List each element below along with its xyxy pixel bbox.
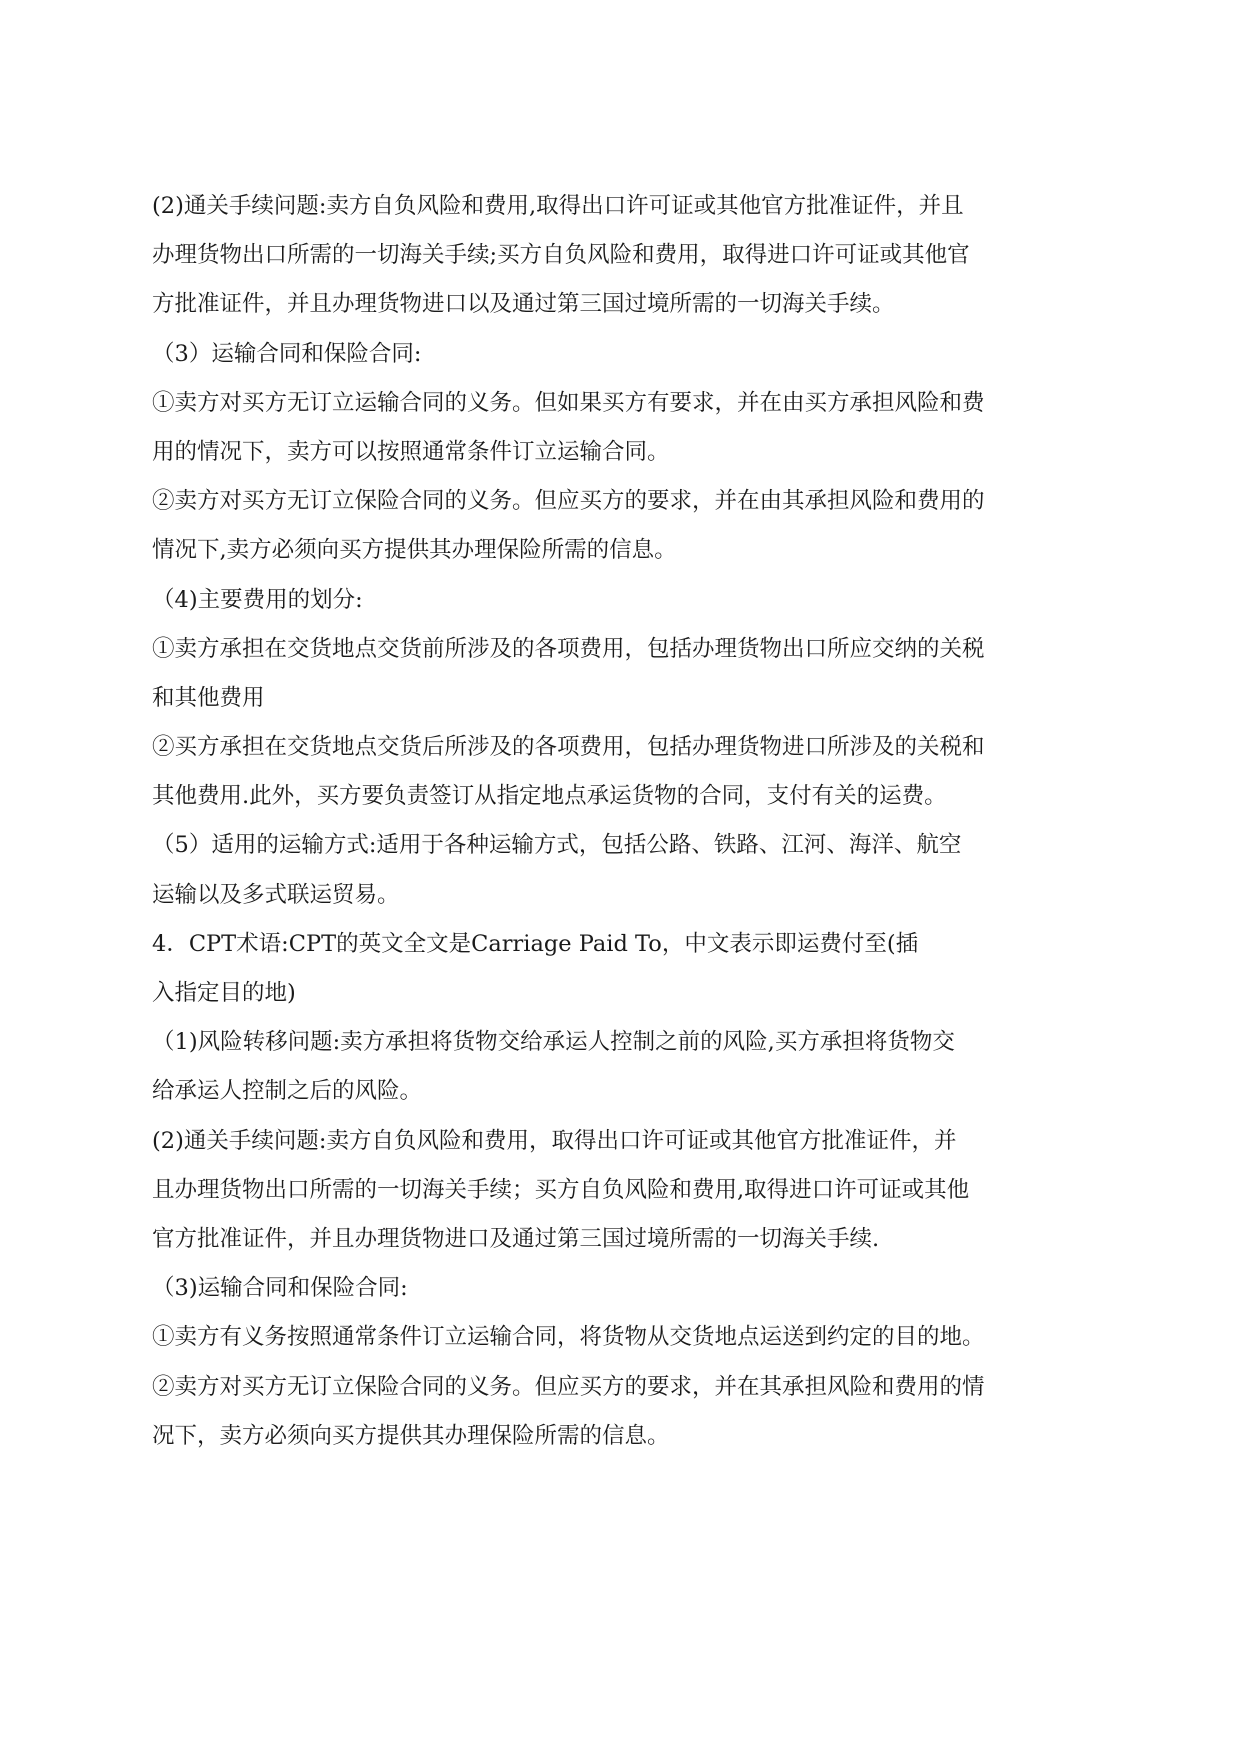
paragraph <box>152 1313 1087 1362</box>
text-line: ②买方承担在交货地点交货后所涉及的各项费用，包括办理货物进口所涉及的关税和 <box>152 734 985 761</box>
paragraph <box>152 576 1087 625</box>
text-line: 入指定目的地) <box>152 980 296 1006</box>
text-line: ②卖方对买方无订立保险合同的义务。但应买方的要求，并在其承担风险和费用的情 <box>152 1373 985 1400</box>
text-line: 和其他费用 <box>152 684 265 711</box>
paragraph <box>152 1363 1087 1461</box>
text-line: 运输以及多式联运贸易。 <box>152 881 400 908</box>
text-line: （3）运输合同和保险合同: <box>152 340 422 367</box>
text-line: ①卖方有义务按照通常条件订立运输合同，将货物从交货地点运送到约定的目的地。 <box>152 1324 985 1351</box>
text-line: （3)运输合同和保险合同: <box>152 1275 408 1302</box>
text-line: 况下，卖方必须向买方提供其办理保险所需的信息。 <box>152 1422 670 1449</box>
text-line: （5）适用的运输方式:适用于各种运输方式，包括公路、铁路、江河、海洋、航空 <box>152 832 962 859</box>
text-line: ①卖方承担在交货地点交货前所涉及的各项费用，包括办理货物出口所应交纳的关税 <box>152 635 985 662</box>
text-line: 且办理货物出口所需的一切海关手续；买方自负风险和费用,取得进口许可证或其他 <box>152 1176 970 1203</box>
text-line: （4)主要费用的划分: <box>152 586 363 613</box>
text-line: (2)通关手续问题:卖方自负风险和费用,取得出口许可证或其他官方批准证件，并且 <box>152 193 964 219</box>
paragraph <box>152 477 1087 575</box>
text-line: (2)通关手续问题:卖方自负风险和费用，取得出口许可证或其他官方批准证件，并 <box>152 1127 957 1154</box>
text-line: 方批准证件，并且办理货物进口以及通过第三国过境所需的一切海关手续。 <box>152 291 895 318</box>
text-line: 4．CPT术语:CPT的英文全文是Carriage Paid To，中文表示即运费付至(插 <box>152 930 919 957</box>
text-line: 情况下,卖方必须向买方提供其办理保险所需的信息。 <box>152 537 677 564</box>
paragraph <box>152 821 1087 919</box>
paragraph <box>152 625 1087 723</box>
paragraph <box>152 1117 1087 1265</box>
paragraph <box>152 723 1087 821</box>
text-line: ②卖方对买方无订立保险合同的义务。但应买方的要求，并在由其承担风险和费用的 <box>152 488 985 515</box>
text-line: 官方批准证件，并且办理货物进口及通过第三国过境所需的一切海关手续. <box>152 1225 880 1252</box>
paragraph <box>152 920 1087 1018</box>
text-line: 其他费用.此外，买方要负责签订从指定地点承运货物的合同，支付有关的运费。 <box>152 783 947 810</box>
paragraph <box>152 379 1087 477</box>
paragraph <box>152 1018 1087 1116</box>
text-line: 用的情况下，卖方可以按照通常条件订立运输合同。 <box>152 438 670 465</box>
document-body <box>152 182 1087 1461</box>
paragraph <box>152 1264 1087 1313</box>
paragraph <box>152 330 1087 379</box>
text-line: （1)风险转移问题:卖方承担将货物交给承运人控制之前的风险,买方承担将货物交 <box>152 1029 955 1056</box>
text-line: ①卖方对买方无订立运输合同的义务。但如果买方有要求，并在由买方承担风险和费 <box>152 389 985 416</box>
text-line: 给承运人控制之后的风险。 <box>152 1078 423 1105</box>
text-line: 办理货物出口所需的一切海关手续;买方自负风险和费用，取得进口许可证或其他官 <box>152 242 970 269</box>
paragraph <box>152 182 1087 330</box>
